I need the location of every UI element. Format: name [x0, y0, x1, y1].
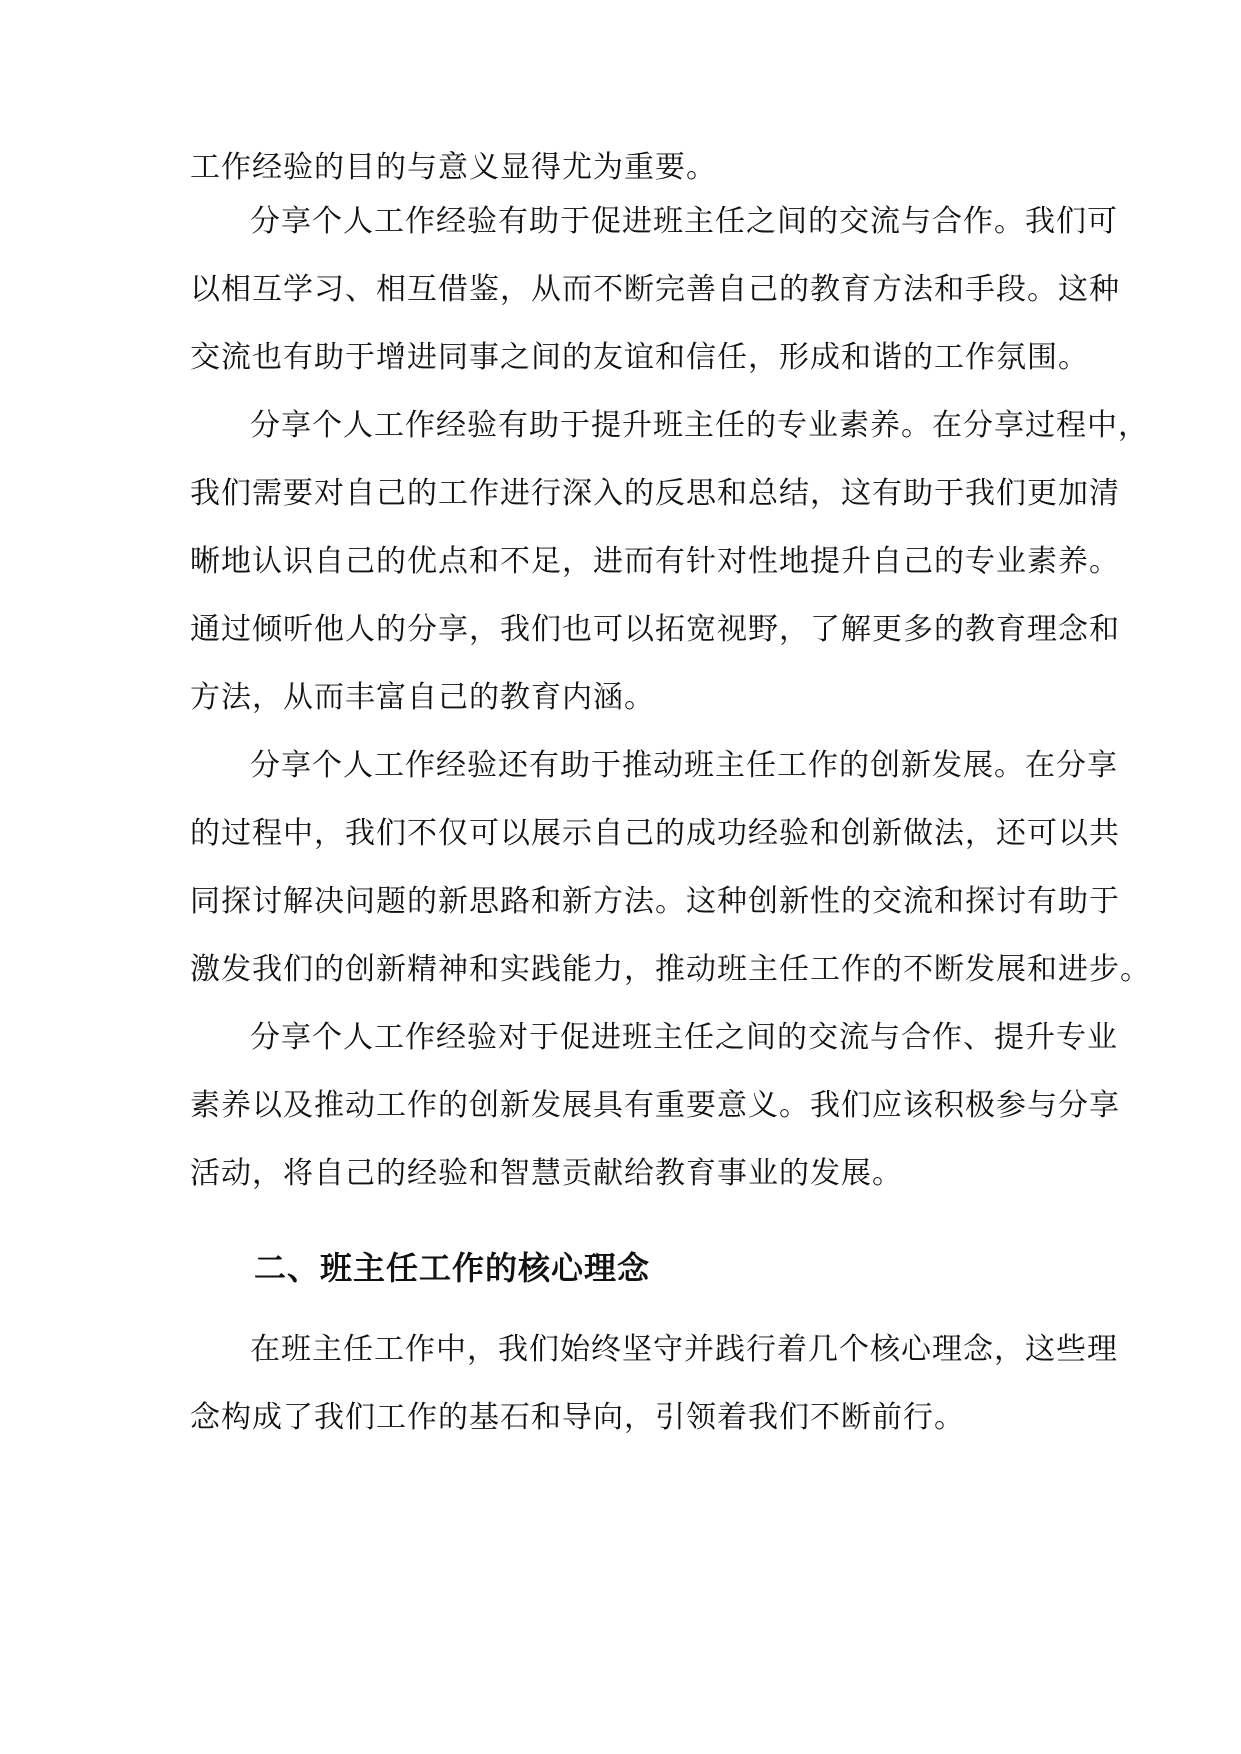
- paragraph-line: 交流也有助于增进同事之间的友谊和信任，形成和谐的工作氛围。: [190, 340, 1089, 375]
- paragraph-line: 分享个人工作经验对于促进班主任之间的交流与合作、提升专业: [250, 1020, 1118, 1055]
- paragraph-line: 我们需要对自己的工作进行深入的反思和总结，这有助于我们更加清: [190, 476, 1120, 511]
- paragraph-line: 的过程中，我们不仅可以展示自己的成功经验和创新做法，还可以共: [190, 816, 1120, 851]
- paragraph-line: 晰地认识自己的优点和不足，进而有针对性地提升自己的专业素养。: [190, 544, 1120, 579]
- paragraph-line: 分享个人工作经验有助于促进班主任之间的交流与合作。我们可: [250, 204, 1118, 239]
- paragraph-line: 激发我们的创新精神和实践能力，推动班主任工作的不断发展和进步。: [190, 952, 1151, 987]
- paragraph-line: 念构成了我们工作的基石和导向，引领着我们不断前行。: [190, 1400, 965, 1435]
- paragraph-line: 工作经验的目的与意义显得尤为重要。: [190, 150, 717, 185]
- paragraph-line: 分享个人工作经验还有助于推动班主任工作的创新发展。在分享: [250, 748, 1118, 783]
- paragraph-line: 分享个人工作经验有助于提升班主任的专业素养。在分享过程中，: [250, 408, 1149, 443]
- paragraph-line: 同探讨解决问题的新思路和新方法。这种创新性的交流和探讨有助于: [190, 884, 1120, 919]
- paragraph-line: 以相互学习、相互借鉴，从而不断完善自己的教育方法和手段。这种: [190, 272, 1120, 307]
- paragraph-line: 素养以及推动工作的创新发展具有重要意义。我们应该积极参与分享: [190, 1088, 1120, 1123]
- paragraph-line: 在班主任工作中，我们始终坚守并践行着几个核心理念，这些理: [250, 1332, 1118, 1367]
- paragraph-line: 活动，将自己的经验和智慧贡献给教育事业的发展。: [190, 1156, 903, 1191]
- section-heading: 二、班主任工作的核心理念: [254, 1249, 651, 1287]
- paragraph-line: 通过倾听他人的分享，我们也可以拓宽视野，了解更多的教育理念和: [190, 612, 1120, 647]
- paragraph-line: 方法，从而丰富自己的教育内涵。: [190, 680, 655, 715]
